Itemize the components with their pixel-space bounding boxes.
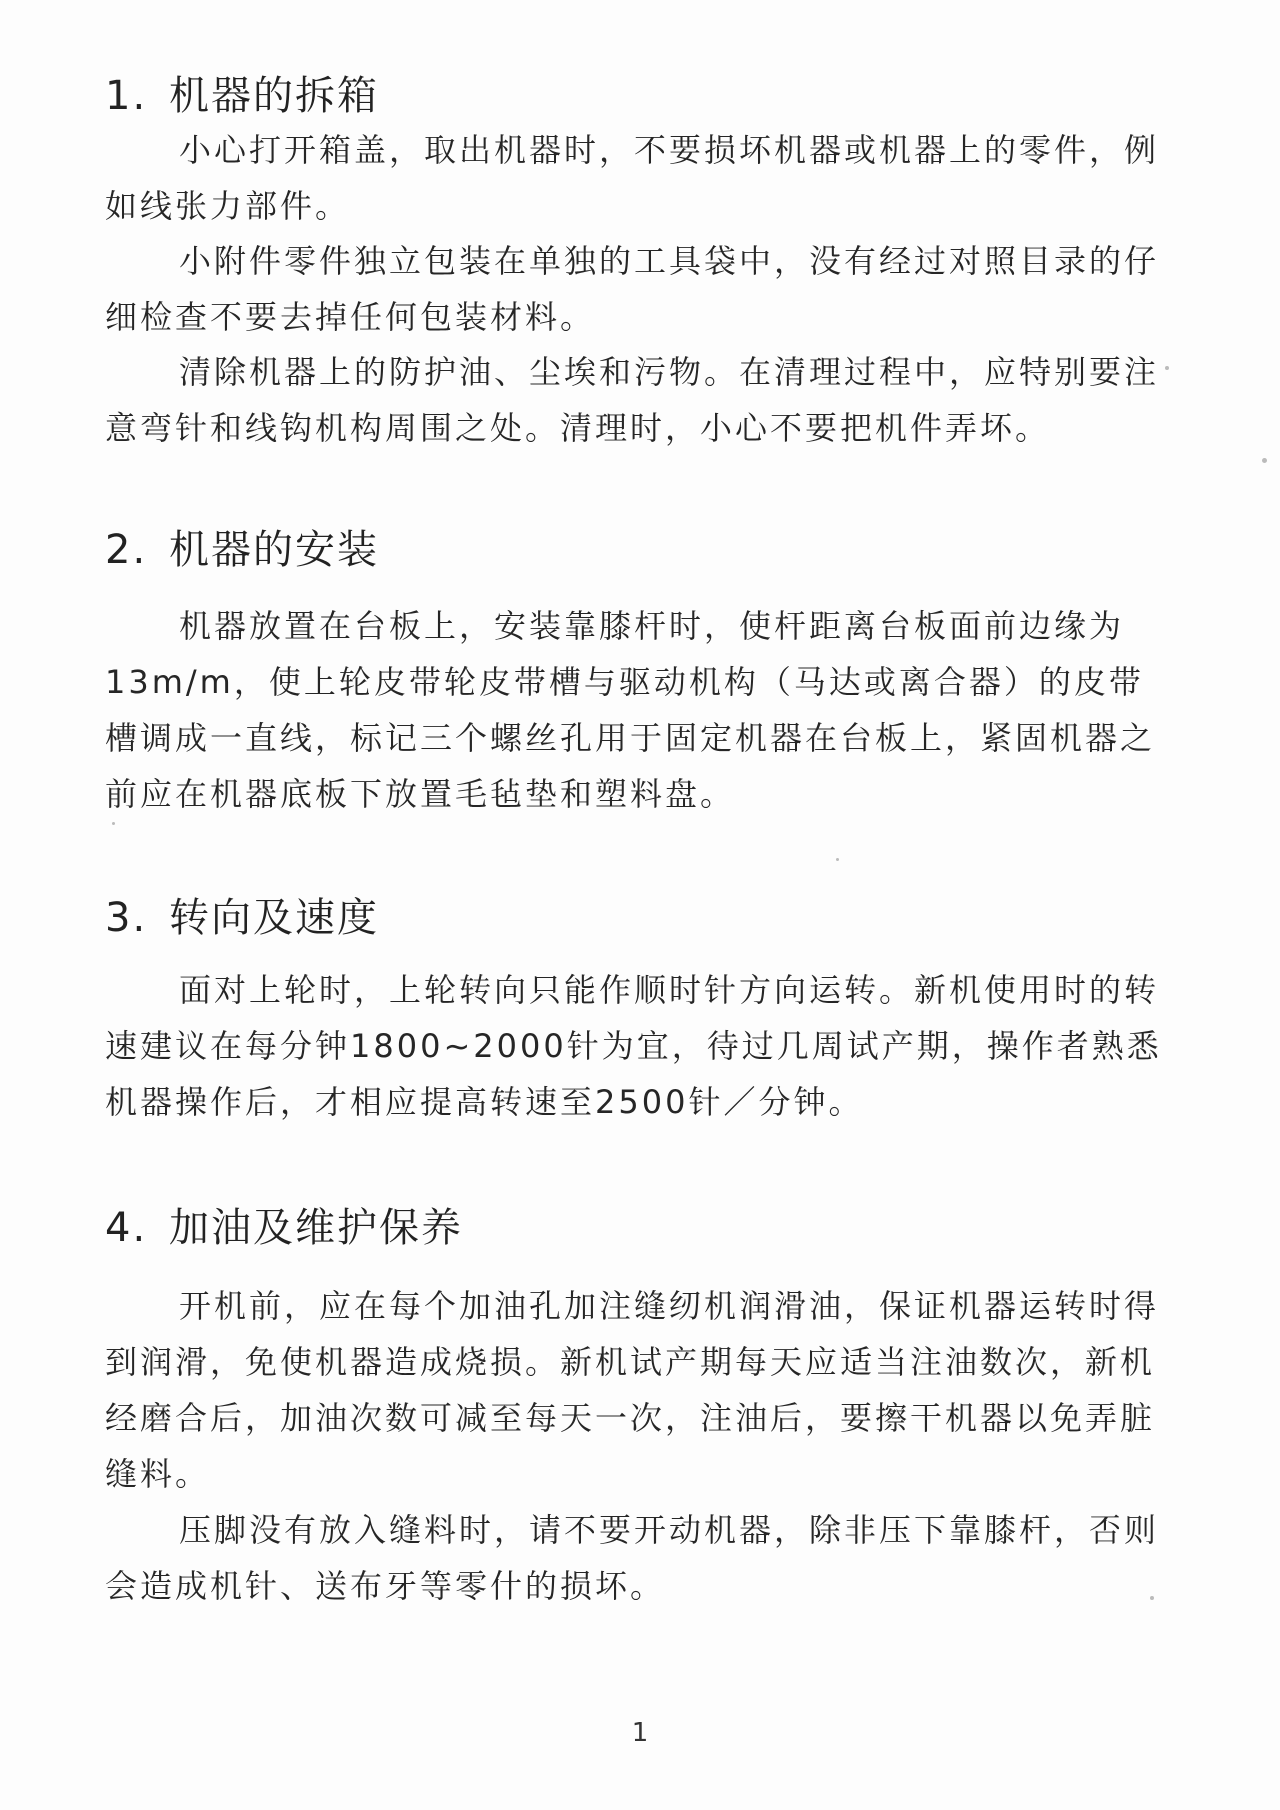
section-4-heading xyxy=(105,1202,463,1254)
scan-speck xyxy=(1262,458,1267,463)
section-1-paragraph-1: 小心打开箱盖，取出机器时，不要损坏机器或机器上的零件，例如线张力部件。 xyxy=(105,131,1160,225)
scan-speck xyxy=(112,822,115,825)
section-1-heading xyxy=(105,70,379,122)
section-2-heading xyxy=(105,524,379,576)
page-number: 1 xyxy=(631,1718,649,1748)
section-4-title: 加油及维护保养 xyxy=(169,1205,463,1251)
section-4-paragraph-1: 开机前，应在每个加油孔加注缝纫机润滑油，保证机器运转时得到润滑，免使机器造成烧损。新机试产期每天应适当注油数次，新机经磨合后，加油次数可减至每天一次，注油后，要擦干机器以免弄脏缝料。 xyxy=(105,1287,1160,1493)
section-3-paragraph-1: 面对上轮时，上轮转向只能作顺时针方向运转。新机使用时的转速建议在每分钟1800~2000针为宜，待过几周试产期，操作者熟悉机器操作后，才相应提高转速至2500针／分钟。 xyxy=(105,971,1162,1121)
scan-speck xyxy=(1165,366,1169,370)
section-2-paragraph-1: 机器放置在台板上，安装靠膝杆时，使杆距离台板面前边缘为 13m/m，使上轮皮带轮皮带槽与驱动机构（马达或离合器）的皮带槽调成一直线，标记三个螺丝孔用于固定机器在台板上，紧固机器之前应在机器底板下放置毛毡垫和塑料盘。 xyxy=(105,607,1156,813)
section-1-title: 机器的拆箱 xyxy=(169,73,379,119)
section-4-paragraph-2: 压脚没有放入缝料时，请不要开动机器，除非压下靠膝杆，否则会造成机针、送布牙等零什的损坏。 xyxy=(105,1511,1160,1605)
scan-speck xyxy=(836,858,839,861)
section-1-paragraph-3: 清除机器上的防护油、尘埃和污物。在清理过程中，应特别要注意弯针和线钩机构周围之处。清理时，小心不要把机件弄坏。 xyxy=(105,353,1160,447)
section-1-paragraph-2: 小附件零件独立包装在单独的工具袋中，没有经过对照目录的仔细检查不要去掉任何包装材料。 xyxy=(105,242,1160,336)
section-2-title: 机器的安装 xyxy=(169,527,379,573)
section-4-number: 4. xyxy=(105,1205,148,1251)
section-3-number: 3. xyxy=(105,895,148,941)
section-3-heading xyxy=(105,892,379,944)
section-1-number: 1. xyxy=(105,73,148,119)
section-2-number: 2. xyxy=(105,527,148,573)
scan-speck xyxy=(1150,1596,1154,1600)
section-3-title: 转向及速度 xyxy=(169,895,379,941)
